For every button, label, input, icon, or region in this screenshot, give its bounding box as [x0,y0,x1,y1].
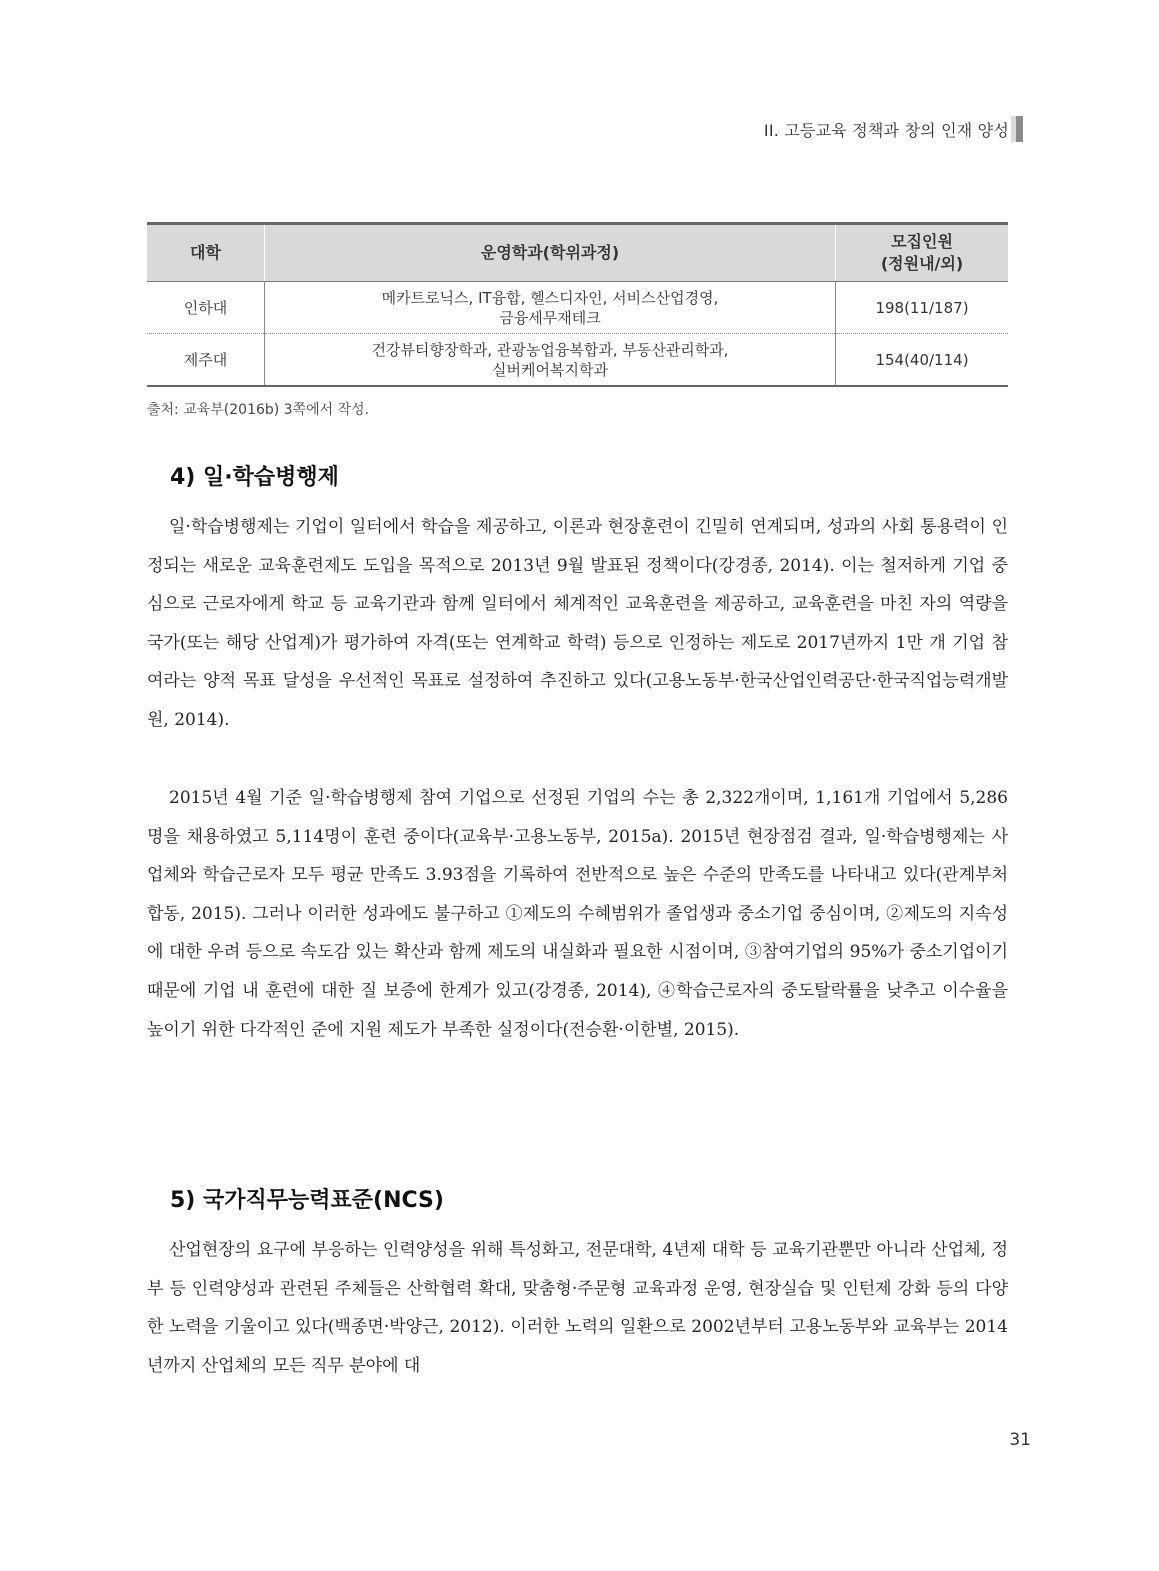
page-number: 31 [1009,1430,1031,1450]
section-4-paragraph-1: 일·학습병행제는 기업이 일터에서 학습을 제공하고, 이론과 현장훈련이 긴밀히 연계되며, 성과의 사회 통용력이 인정되는 새로운 교육훈련제도 도입을 목적으로 2013년 9월 발표된 정책이다(강경종, 2014). 이는 철저하게 기업 중심으로 근로자에게 학교 등 교육기관과 함께 일터에서 체계적인 교육훈련을 제공하고, 교육훈련을 마친 자의 역량을 국가(또는 해당 산업계)가 평가하여 자격(또는 연계학교 학력) 등으로 인정하는 제도로 2017년까지 1만 개 기업 참여라는 양적 목표 달성을 우선적인 목표로 설정하여 추진하고 있다(고용노동부·한국산업인력공단·한국직업능력개발원, 2014). [147,517,1008,730]
header-decoration-bar [1011,116,1023,142]
table-source-note: 출처: 교육부(2016b) 3쪽에서 작성. [147,402,370,418]
departments-line2: 금융세무재테크 [499,308,601,327]
departments-line1: 메카트로닉스, IT융합, 헬스디자인, 서비스산업경영, [381,288,719,307]
program-table [147,222,1008,387]
section-5-title: 5) 국가직무능력표준(NCS) [170,1188,444,1213]
header-enrollment-line2: (정원내/외) [880,254,964,273]
header-enrollment-line1: 모집인원 [891,232,953,251]
table-header-row [147,224,1008,282]
section-5-paragraph-1: 산업현장의 요구에 부응하는 인력양성을 위해 특성화고, 전문대학, 4년제 대학 등 교육기관뿐만 아니라 산업체, 정부 등 인력양성과 관련된 주체들은 산학협력 확대, 맞춤형·주문형 교육과정 운영, 현장실습 및 인턴제 강화 등의 다양한 노력을 기울이고 있다(백종면·박양근, 2012). 이러한 노력의 일환으로 2002년부터 고용노동부와 교육부는 2014년까지 산업체의 모든 직무 분야에 대 [147,1240,1008,1376]
table-row [147,334,1008,387]
table-row [147,282,1008,334]
header-university: 대학 [147,224,265,282]
cell-enrollment: 198(11/187) [836,282,1009,334]
running-header: II. 고등교육 정책과 창의 인재 양성 [763,121,1009,140]
cell-university: 인하대 [147,282,265,334]
departments-line2: 실버케어복지학과 [492,360,608,379]
cell-departments [265,334,836,387]
departments-line1: 건강뷰티향장학과, 관광농업융복합과, 부동산관리학과, [371,340,729,359]
header-enrollment [836,224,1009,282]
section-4-title: 4) 일·학습병행제 [170,465,339,490]
cell-departments [265,282,836,334]
section-4-paragraph-2: 2015년 4월 기준 일·학습병행제 참여 기업으로 선정된 기업의 수는 총 2,322개이며, 1,161개 기업에서 5,286명을 채용하였고 5,114명이 훈련 중이다(교육부·고용노동부, 2015a). 2015년 현장점검 결과, 일·학습병행제는 사업체와 학습근로자 모두 평균 만족도 3.93점을 기록하여 전반적으로 높은 수준의 만족도를 나타내고 있다(관계부처 합동, 2015). 그러나 이러한 성과에도 불구하고 ①제도의 수혜범위가 졸업생과 중소기업 중심이며, ②제도의 지속성에 대한 우려 등으로 속도감 있는 확산과 함께 제도의 내실화과 필요한 시점이며, ③참여기업의 95%가 중소기업이기 때문에 기업 내 훈련에 대한 질 보증에 한계가 있고(강경종, 2014), ④학습근로자의 중도탈락률을 낮추고 이수율을 높이기 위한 다각적인 준에 지원 제도가 부족한 실정이다(전승환·이한별, 2015). [147,788,1008,1040]
header-departments: 운영학과(학위과정) [265,224,836,282]
cell-university: 제주대 [147,334,265,387]
cell-enrollment: 154(40/114) [836,334,1009,387]
